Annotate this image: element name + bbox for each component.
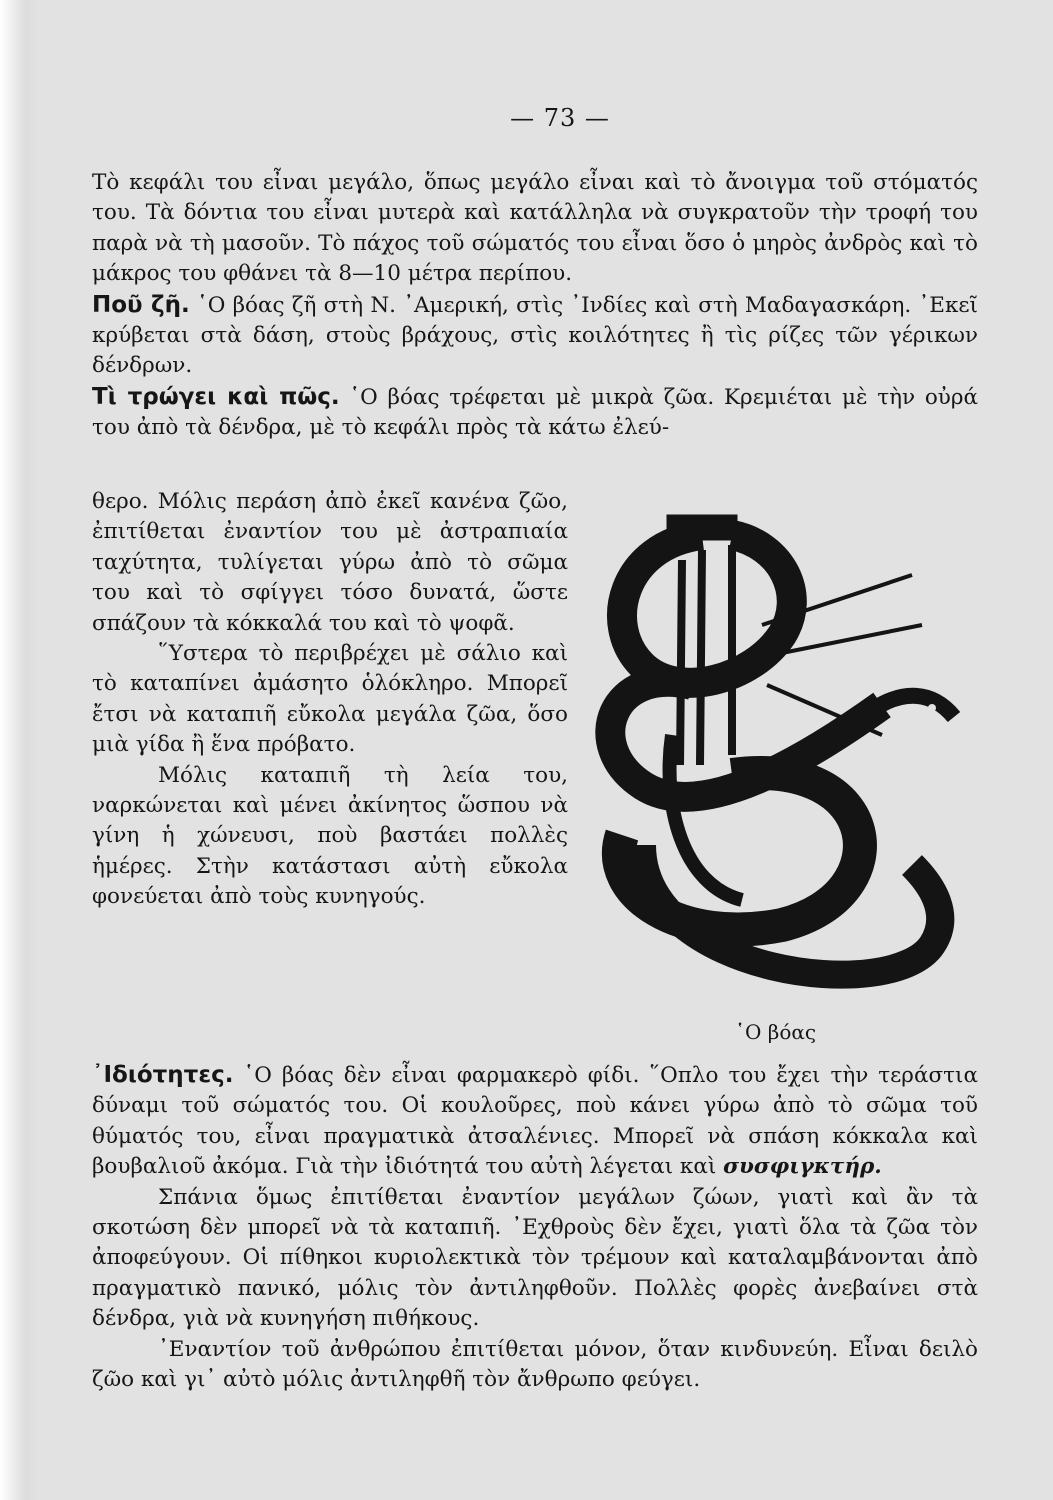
traits-heading: ᾿Ιδιότητες. (92, 1062, 234, 1088)
page-number: — 73 — (510, 104, 610, 132)
habitat-text: ῾Ο βόας ζῆ στὴ Ν. ᾿Αμερική, στὶς ᾿Ινδίες καὶ στὴ Μαδαγασκάρη. ᾿Εκεῖ κρύβεται στὰ δάση, στοὺς βράχους, στὶς κοιλότητες ἢ τὶς ρίζες τῶν γέρικων δένδρων. (92, 292, 978, 379)
habitat-heading: Ποῦ ζῆ. (92, 291, 190, 318)
page-spine-shadow (0, 0, 38, 1500)
boa-snake-illustration (582, 505, 972, 1005)
diet-text-1: θερο. Μόλις περάση ἀπὸ ἐκεῖ κανένα ζῶο, ἐπιτίθεται ἐναντίον του μὲ ἀστραπιαία ταχύτητα, τυλίγεται γύρω ἀπὸ τὸ σῶμα του καὶ τὸ σφίγγει τόσο δυνατά, ὥστε σπάζουν τὰ κόκκαλά του καὶ τὸ ψοφᾶ. (92, 489, 568, 636)
traits-paragraph-3: ᾿Εναντίον τοῦ ἀνθρώπου ἐπιτίθεται μόνον, ὅταν κινδυνεύη. Εἶναι δειλὸ ζῶο καὶ γι᾿ αὐτὸ μόλις ἀντιληφθῆ τὸν ἄνθρωπο φεύγει. (92, 1336, 978, 1393)
traits-paragraph-2: Σπάνια ὅμως ἐπιτίθεται ἐναντίον μεγάλων ζώων, γιατὶ καὶ ἂν τὰ σκοτώση δὲν μπορεῖ νὰ τὰ καταπιῆ. ᾿Εχθροὺς δὲν ἔχει, γιατὶ ὅλα τὰ ζῶα τὸν ἀποφεύγουν. Οἱ πίθηκοι κυριολεκτικὰ τὸν τρέμουν καὶ καταλαμβάνονται ἀπὸ πραγματικὸ πανικό, μόλις τὸν ἀντιληφθοῦν. Πολλὲς φορὲς ἀνεβαίνει στὰ δένδρα, γιὰ νὰ κυνηγήση πιθήκους. (92, 1184, 978, 1332)
diet-heading: Τὶ τρώγει καὶ πῶς. (92, 383, 340, 410)
traits-text: ῾Ο βόας δὲν εἶναι φαρμακερὸ φίδι. ῞Οπλο του ἔχει τὴν τεράστια δύναμι τοῦ σώματός του. Οἱ κουλοῦρες, ποὺ κάνει γύρω ἀπὸ τὸ σῶμα τοῦ θύματός του, εἶναι πραγματικὰ ἀτσαλένιες. Μπορεῖ νὰ σπάση κόκκαλα καὶ βουβαλιοῦ ἀκόμα. Γιὰ τὴν ἰδιότητά του αὐτὴ λέγεται καὶ (92, 1063, 978, 1180)
intro-paragraph: Τὸ κεφάλι του εἶναι μεγάλο, ὅπως μεγάλο εἶναι καὶ τὸ ἄνοιγμα τοῦ στόματός του. Τὰ δόντια του εἶναι μυτερὰ καὶ κατάλληλα νὰ συγκρατοῦν τὴν τροφή του παρὰ νὰ τὴ μασοῦν. Τὸ πάχος τοῦ σώματός του εἶναι ὅσο ὁ μηρὸς ἀνδρὸς καὶ τὸ μάκρος του φθάνει τὰ 8—10 μέτρα περίπου. (92, 170, 978, 287)
diet-text-wide: ῾Ο βόας τρέφεται μὲ μικρὰ ζῶα. Κρεμιέται μὲ τὴν οὐρά του ἀπὸ τὰ δένδρα, μὲ τὸ κεφάλι πρὸς τὰ κάτω ἐλεύ- (92, 384, 979, 441)
diet-text-2: ῞Υστερα τὸ περιβρέχει μὲ σάλιο καὶ τὸ καταπίνει ἀμάσητο ὁλόκληρο. Μπορεῖ ἔτσι νὰ καταπιῆ εὔκολα μεγάλα ζῶα, ὅσο μιὰ γίδα ἢ ἕνα πρόβατο. (92, 641, 568, 758)
traits-paragraph (92, 1060, 978, 1183)
traits-section (92, 1060, 978, 1395)
diet-paragraph (92, 382, 978, 444)
traits-emphasis: συσφιγκτήρ. (723, 1154, 882, 1180)
intro-section (92, 168, 978, 444)
figure-caption: ῾Ο βόας (735, 1020, 817, 1044)
diet-text-3: Μόλις καταπιῆ τὴ λεία του, ναρκώνεται καὶ μένει ἀκίνητος ὥσπου νὰ γίνη ἡ χώνευσι, ποὺ βαστάει πολλὲς ἡμέρες. Στὴν κατάστασι αὐτὴ εὔκολα φονεύεται ἀπὸ τοὺς κυνηγούς. (92, 762, 568, 910)
diet-column (92, 487, 568, 913)
habitat-paragraph (92, 290, 978, 382)
